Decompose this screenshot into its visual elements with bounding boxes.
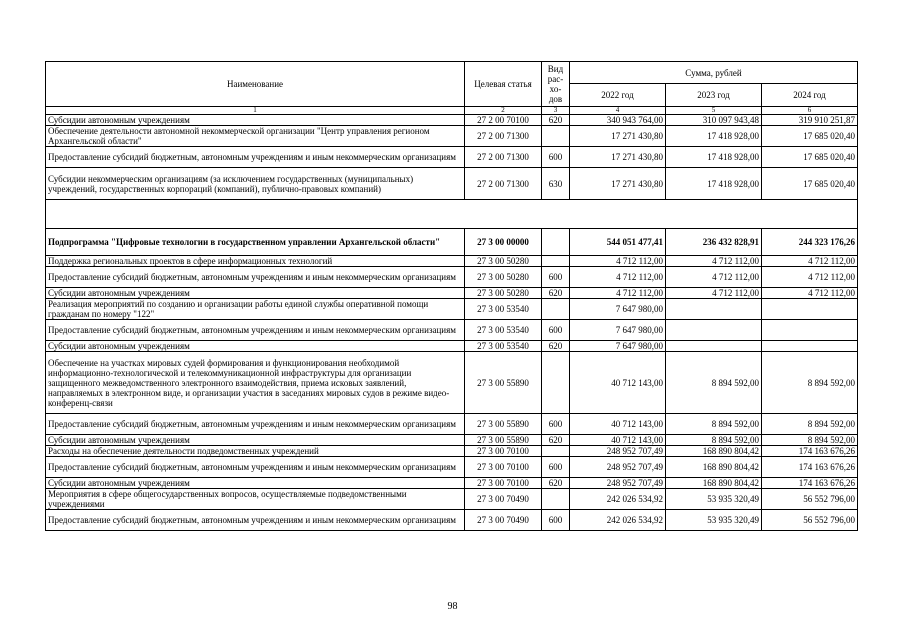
row-vr-cell — [542, 256, 570, 267]
header-year-2023: 2023 год — [666, 84, 762, 107]
column-number: 4 — [570, 107, 666, 115]
row-2024-cell: 8 894 592,00 — [762, 414, 858, 435]
row-code-cell: 27 2 00 70100 — [465, 115, 542, 126]
row-2024-cell: 174 163 676,26 — [762, 457, 858, 478]
table-row — [46, 147, 858, 168]
row-2024-cell: 4 712 112,00 — [762, 256, 858, 267]
row-2023-cell: 310 097 943,48 — [666, 115, 762, 126]
table-row — [46, 320, 858, 341]
row-vr-cell: 620 — [542, 478, 570, 489]
table-row — [46, 414, 858, 435]
row-2022-cell: 40 712 143,00 — [570, 352, 666, 414]
row-code-cell: 27 3 00 53540 — [465, 299, 542, 320]
row-code-cell: 27 3 00 50280 — [465, 256, 542, 267]
row-vr-cell: 620 — [542, 288, 570, 299]
table-row — [46, 352, 858, 414]
header-year-2024: 2024 год — [762, 84, 858, 107]
row-2023-cell — [666, 320, 762, 341]
row-name-cell: Поддержка региональных проектов в сфере информационных технологий — [46, 256, 465, 267]
row-2023-cell: 53 935 320,49 — [666, 489, 762, 510]
row-2023-cell: 53 935 320,49 — [666, 510, 762, 531]
table-row — [46, 288, 858, 299]
row-name-cell: Предоставление субсидий бюджетным, автономным учреждениям и иным некоммерческим организациям — [46, 457, 465, 478]
row-code-cell: 27 3 00 50280 — [465, 267, 542, 288]
row-vr-cell: 600 — [542, 457, 570, 478]
row-2024-cell — [762, 320, 858, 341]
row-2022-cell: 40 712 143,00 — [570, 435, 666, 446]
row-2022-cell: 7 647 980,00 — [570, 341, 666, 352]
column-number: 2 — [465, 107, 542, 115]
row-name-cell: Предоставление субсидий бюджетным, автономным учреждениям и иным некоммерческим организациям — [46, 320, 465, 341]
row-name-cell: Подпрограмма "Цифровые технологии в государственном управлении Архангельской области" — [46, 229, 465, 256]
row-name-cell: Субсидии некоммерческим организациям (за исключением государственных (муниципальных) учреждений, государственных корпораций (компаний), публично-правовых компаний) — [46, 168, 465, 200]
table-row — [46, 341, 858, 352]
row-2024-cell — [762, 299, 858, 320]
row-2022-cell: 17 271 430,80 — [570, 147, 666, 168]
table-row — [46, 115, 858, 126]
row-2022-cell: 17 271 430,80 — [570, 126, 666, 147]
row-2024-cell: 8 894 592,00 — [762, 435, 858, 446]
budget-table — [45, 61, 858, 531]
table-row — [46, 126, 858, 147]
row-2023-cell: 236 432 828,91 — [666, 229, 762, 256]
row-vr-cell: 630 — [542, 168, 570, 200]
row-code-cell: 27 3 00 00000 — [465, 229, 542, 256]
row-2023-cell: 4 712 112,00 — [666, 267, 762, 288]
table-row — [46, 229, 858, 256]
row-2024-cell: 4 712 112,00 — [762, 288, 858, 299]
row-code-cell: 27 3 00 55890 — [465, 414, 542, 435]
header-sum: Сумма, рублей — [570, 62, 858, 84]
row-vr-cell — [542, 126, 570, 147]
row-2022-cell: 7 647 980,00 — [570, 299, 666, 320]
row-name-cell: Субсидии автономным учреждениям — [46, 115, 465, 126]
row-code-cell: 27 2 00 71300 — [465, 126, 542, 147]
row-code-cell: 27 3 00 70100 — [465, 478, 542, 489]
row-2023-cell — [666, 341, 762, 352]
row-2022-cell: 544 051 477,41 — [570, 229, 666, 256]
row-2022-cell: 242 026 534,92 — [570, 510, 666, 531]
row-2022-cell: 17 271 430,80 — [570, 168, 666, 200]
table-body — [46, 115, 858, 531]
row-vr-cell: 600 — [542, 147, 570, 168]
row-vr-cell — [542, 352, 570, 414]
row-vr-cell: 600 — [542, 267, 570, 288]
row-name-cell: Обеспечение на участках мировых судей формирования и функционирования необходимой информационно-технологической и телекоммуникационной инфраструктуры для организации защищенного межведомственного электронного взаимодействия, приема исковых заявлений, направляемых в электронном виде, и организации участия в заседаниях мировых судов в режиме видео-конференц-связи — [46, 352, 465, 414]
row-vr-cell — [542, 489, 570, 510]
row-2024-cell: 174 163 676,26 — [762, 446, 858, 457]
spacer-row — [46, 200, 858, 229]
table-row — [46, 267, 858, 288]
row-vr-cell: 600 — [542, 320, 570, 341]
row-2023-cell: 168 890 804,42 — [666, 457, 762, 478]
row-vr-cell: 620 — [542, 435, 570, 446]
row-2024-cell: 56 552 796,00 — [762, 510, 858, 531]
row-2023-cell: 8 894 592,00 — [666, 414, 762, 435]
row-2022-cell: 4 712 112,00 — [570, 256, 666, 267]
table-row — [46, 299, 858, 320]
header-year-2022: 2022 год — [570, 84, 666, 107]
row-name-cell: Предоставление субсидий бюджетным, автономным учреждениям и иным некоммерческим организациям — [46, 267, 465, 288]
row-2023-cell: 17 418 928,00 — [666, 168, 762, 200]
row-2022-cell: 4 712 112,00 — [570, 267, 666, 288]
row-name-cell: Субсидии автономным учреждениям — [46, 478, 465, 489]
row-2024-cell: 4 712 112,00 — [762, 267, 858, 288]
header-name: Наименование — [46, 62, 465, 107]
row-2024-cell: 319 910 251,87 — [762, 115, 858, 126]
row-name-cell: Субсидии автономным учреждениям — [46, 288, 465, 299]
row-code-cell: 27 3 00 53540 — [465, 341, 542, 352]
row-name-cell: Предоставление субсидий бюджетным, автономным учреждениям и иным некоммерческим организациям — [46, 414, 465, 435]
row-2022-cell: 4 712 112,00 — [570, 288, 666, 299]
row-name-cell: Субсидии автономным учреждениям — [46, 435, 465, 446]
row-name-cell: Субсидии автономным учреждениям — [46, 341, 465, 352]
row-2024-cell: 56 552 796,00 — [762, 489, 858, 510]
header-code: Целевая статья — [465, 62, 542, 107]
page-number: 98 — [447, 601, 458, 612]
row-code-cell: 27 3 00 50280 — [465, 288, 542, 299]
row-2024-cell: 17 685 020,40 — [762, 168, 858, 200]
table-row — [46, 478, 858, 489]
table-row — [46, 256, 858, 267]
row-2022-cell: 248 952 707,49 — [570, 457, 666, 478]
row-vr-cell — [542, 446, 570, 457]
row-2023-cell: 17 418 928,00 — [666, 147, 762, 168]
row-2022-cell: 7 647 980,00 — [570, 320, 666, 341]
column-number: 6 — [762, 107, 858, 115]
row-vr-cell — [542, 299, 570, 320]
table-row — [46, 489, 858, 510]
table-row — [46, 510, 858, 531]
row-name-cell: Предоставление субсидий бюджетным, автономным учреждениям и иным некоммерческим организациям — [46, 147, 465, 168]
row-code-cell: 27 3 00 53540 — [465, 320, 542, 341]
row-2023-cell: 8 894 592,00 — [666, 435, 762, 446]
row-2024-cell: 17 685 020,40 — [762, 126, 858, 147]
row-2023-cell: 168 890 804,42 — [666, 478, 762, 489]
row-vr-cell: 600 — [542, 510, 570, 531]
row-2023-cell: 4 712 112,00 — [666, 288, 762, 299]
row-code-cell: 27 3 00 55890 — [465, 352, 542, 414]
row-name-cell: Реализация мероприятий по созданию и организации работы единой службы оперативной помощи гражданам по номеру "122" — [46, 299, 465, 320]
row-name-cell: Предоставление субсидий бюджетным, автономным учреждениям и иным некоммерческим организациям — [46, 510, 465, 531]
spacer-cell — [46, 200, 858, 229]
row-2023-cell: 17 418 928,00 — [666, 126, 762, 147]
row-2022-cell: 248 952 707,49 — [570, 446, 666, 457]
table-row — [46, 446, 858, 457]
table-row — [46, 435, 858, 446]
column-number: 5 — [666, 107, 762, 115]
row-code-cell: 27 2 00 71300 — [465, 168, 542, 200]
row-2022-cell: 340 943 764,00 — [570, 115, 666, 126]
row-2024-cell: 244 323 176,26 — [762, 229, 858, 256]
row-code-cell: 27 3 00 70100 — [465, 446, 542, 457]
column-number: 1 — [46, 107, 465, 115]
row-code-cell: 27 3 00 70490 — [465, 510, 542, 531]
row-vr-cell: 600 — [542, 414, 570, 435]
row-code-cell: 27 3 00 70490 — [465, 489, 542, 510]
row-2024-cell: 17 685 020,40 — [762, 147, 858, 168]
table-row — [46, 457, 858, 478]
row-vr-cell: 620 — [542, 115, 570, 126]
row-code-cell: 27 2 00 71300 — [465, 147, 542, 168]
column-number-row — [46, 107, 858, 115]
row-2023-cell: 4 712 112,00 — [666, 256, 762, 267]
column-number: 3 — [542, 107, 570, 115]
row-2022-cell: 40 712 143,00 — [570, 414, 666, 435]
row-code-cell: 27 3 00 70100 — [465, 457, 542, 478]
row-2022-cell: 248 952 707,49 — [570, 478, 666, 489]
row-2024-cell — [762, 341, 858, 352]
row-2024-cell: 174 163 676,26 — [762, 478, 858, 489]
row-name-cell: Обеспечение деятельности автономной некоммерческой организации "Центр управления регионом Архангельской области" — [46, 126, 465, 147]
header-vr: Вид рас-хо-дов — [542, 62, 570, 107]
row-2023-cell: 8 894 592,00 — [666, 352, 762, 414]
row-vr-cell — [542, 229, 570, 256]
table-header-row — [46, 62, 858, 84]
row-2022-cell: 242 026 534,92 — [570, 489, 666, 510]
row-vr-cell: 620 — [542, 341, 570, 352]
table-row — [46, 168, 858, 200]
row-2024-cell: 8 894 592,00 — [762, 352, 858, 414]
row-2023-cell — [666, 299, 762, 320]
row-name-cell: Мероприятия в сфере общегосударственных вопросов, осуществляемые подведомственными учреждениями — [46, 489, 465, 510]
row-name-cell: Расходы на обеспечение деятельности подведомственных учреждений — [46, 446, 465, 457]
row-2023-cell: 168 890 804,42 — [666, 446, 762, 457]
row-code-cell: 27 3 00 55890 — [465, 435, 542, 446]
